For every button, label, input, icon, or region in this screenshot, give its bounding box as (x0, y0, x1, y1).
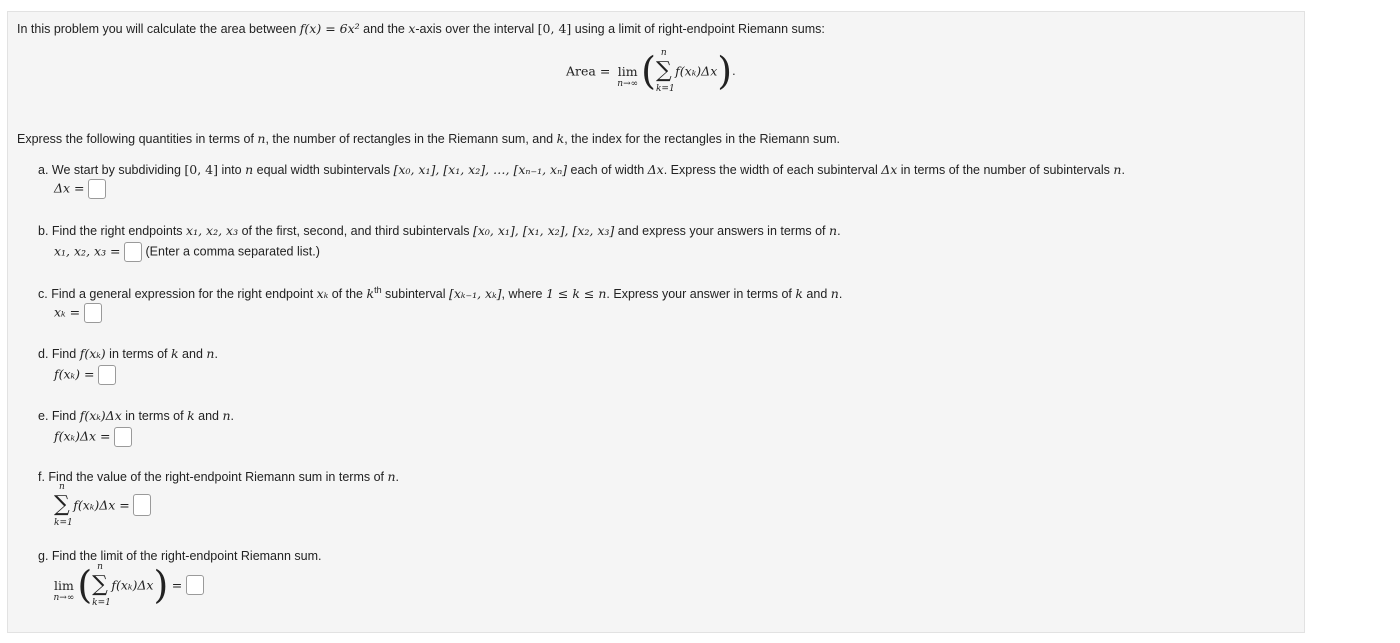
g-answer-input[interactable] (186, 575, 204, 595)
a-pre: a. We start by subdividing (38, 163, 185, 177)
a-end: . (1121, 163, 1125, 177)
instr-pre: Express the following quantities in terms of (17, 132, 258, 146)
a-mid2: equal width subintervals (253, 163, 394, 177)
part-g-question (38, 549, 321, 563)
b-end: . (837, 224, 841, 238)
d-label: f(xₖ) = (54, 366, 95, 382)
g-right-paren: ) (153, 563, 169, 607)
part-a-answer-row (54, 179, 106, 199)
g-lim-word: lim (54, 577, 74, 593)
a-post: in terms of the number of subintervals (897, 163, 1114, 177)
part-g-answer-row (53, 562, 204, 610)
c-k2: k (795, 286, 803, 302)
f-end: . (395, 470, 400, 484)
a-dx2: Δx (881, 162, 898, 177)
g-sigma-icon: ∑ (92, 572, 108, 597)
instr-k: k (556, 131, 565, 146)
e-label: f(xₖ)Δx = (54, 428, 111, 444)
a-list: [x₀, x₁], [x₁, x₂], …, [xₙ₋₁, xₙ] (393, 162, 568, 177)
instructions (17, 131, 840, 146)
e-end: . (230, 409, 234, 423)
e-mid: in terms of (121, 409, 188, 423)
g-equals: = (171, 577, 183, 593)
g-lim-subscript: n→∞ (53, 592, 75, 603)
limit-operator (617, 63, 639, 89)
e-f: f(xₖ)Δx (79, 408, 122, 423)
c-and: and (802, 287, 831, 302)
c-mid: of the (328, 287, 367, 302)
c-mid3: , where (501, 287, 546, 302)
d-pre: d. Find (38, 347, 80, 361)
f-sigma-icon: ∑ (54, 492, 70, 517)
d-mid: in terms of (105, 347, 171, 361)
sum-operator (655, 48, 675, 94)
part-f-answer-row (54, 482, 151, 528)
a-dx: Δx (647, 162, 664, 177)
f-pre: f. Find the value of the right-endpoint Riemann sum in terms of (38, 470, 388, 484)
c-interval: [xₖ₋₁, xₖ] (448, 286, 502, 302)
part-b-answer-row (54, 242, 320, 262)
c-th: th (374, 285, 382, 295)
c-label: xₖ = (54, 304, 81, 320)
f-sum-bottom: k=1 (54, 518, 73, 528)
d-f: f(xₖ) (79, 346, 106, 361)
f-label: f(xₖ)Δx = (73, 497, 130, 513)
sum-bottom: k=1 (655, 84, 675, 94)
b-answer-input[interactable] (124, 242, 142, 262)
b-pre: b. Find the right endpoints (38, 224, 187, 238)
part-b-question (38, 223, 841, 238)
g-limit-operator (53, 577, 75, 603)
c-xk: xₖ (316, 286, 329, 302)
a-mid3: each of width (567, 163, 648, 177)
intro-pre: In this problem you will calculate the area between (17, 22, 300, 36)
d-k: k (170, 346, 179, 361)
b-label: x₁, x₂, x₃ = (54, 243, 121, 259)
f-answer-input[interactable] (133, 494, 151, 516)
part-e-answer-row (54, 427, 132, 447)
problem-panel (7, 11, 1305, 633)
c-answer-input[interactable] (84, 303, 102, 323)
intro-text (17, 21, 825, 36)
b-post: and express your answers in terms of (614, 224, 829, 238)
b-n: n (829, 223, 838, 238)
c-end: . (838, 287, 843, 302)
d-answer-input[interactable] (98, 365, 116, 385)
e-pre: e. Find (38, 409, 80, 423)
part-d-question (38, 346, 218, 361)
b-points: x₁, x₂, x₃ (186, 223, 239, 238)
d-end: . (214, 347, 218, 361)
a-mid4: . Express the width of each subinterval (663, 163, 882, 177)
instr-mid: , the number of rectangles in the Riemann sum, and (265, 132, 557, 146)
intro-function: f(x) = 6x² (299, 21, 360, 36)
e-n: n (222, 408, 231, 423)
formula-period: . (732, 64, 736, 78)
sigma-icon: ∑ (655, 58, 672, 83)
e-and: and (194, 409, 223, 423)
b-list: [x₀, x₁], [x₁, x₂], [x₂, x₃] (472, 223, 615, 238)
c-k: k (366, 286, 375, 302)
sum-body: f(xₖ)Δx (675, 63, 718, 79)
f-sum-operator (54, 482, 73, 528)
g-sum-operator (92, 562, 111, 608)
c-condition: 1 ≤ k ≤ n (545, 286, 607, 302)
intro-x: x (408, 21, 416, 36)
f-n: n (387, 469, 396, 484)
a-n: n (245, 162, 254, 177)
intro-mid: and the (359, 22, 409, 36)
instr-n: n (257, 131, 266, 146)
left-paren: ( (641, 49, 656, 93)
d-n: n (206, 346, 215, 361)
instr-post: , the index for the rectangles in the Riemann sum. (564, 132, 841, 146)
part-e-question (38, 408, 234, 423)
a-mid: into (217, 163, 246, 177)
g-left-paren: ( (77, 563, 93, 607)
intro-post: using a limit of right-endpoint Riemann sums: (571, 22, 825, 36)
d-and: and (178, 347, 207, 361)
e-answer-input[interactable] (114, 427, 132, 447)
right-paren: ) (717, 49, 733, 93)
part-c-answer-row (54, 303, 102, 323)
area-label: Area = (566, 63, 611, 79)
a-answer-input[interactable] (88, 179, 106, 199)
c-n: n (830, 286, 839, 302)
g-question-text: g. Find the limit of the right-endpoint Riemann sum. (38, 549, 322, 563)
b-hint: (Enter a comma separated list.) (145, 244, 320, 259)
e-k: k (187, 408, 195, 423)
g-sum-top: n (97, 562, 103, 572)
part-a-question (38, 162, 1125, 177)
g-sum-body: f(xₖ)Δx (111, 577, 154, 593)
g-sum-bottom: k=1 (92, 598, 111, 608)
part-f-question (38, 469, 399, 484)
a-n2: n (1113, 162, 1122, 177)
part-d-answer-row (54, 365, 116, 385)
lim-word: lim (617, 63, 638, 79)
sum-top: n (660, 48, 667, 58)
c-pre: c. Find a general expression for the right endpoint (38, 287, 317, 302)
c-post: . Express your answer in terms of (606, 287, 796, 302)
area-formula (566, 48, 736, 96)
b-mid: of the first, second, and third subintervals (238, 224, 473, 238)
a-interval: [0, 4] (184, 162, 218, 177)
lim-subscript: n→∞ (617, 78, 639, 89)
a-label: Δx = (54, 180, 85, 196)
intro-interval: [0, 4] (537, 21, 572, 36)
intro-mid2: -axis over the interval (415, 22, 538, 36)
part-c-question (38, 285, 842, 301)
f-sum-top: n (58, 482, 65, 492)
c-mid2: subinterval (381, 287, 449, 302)
